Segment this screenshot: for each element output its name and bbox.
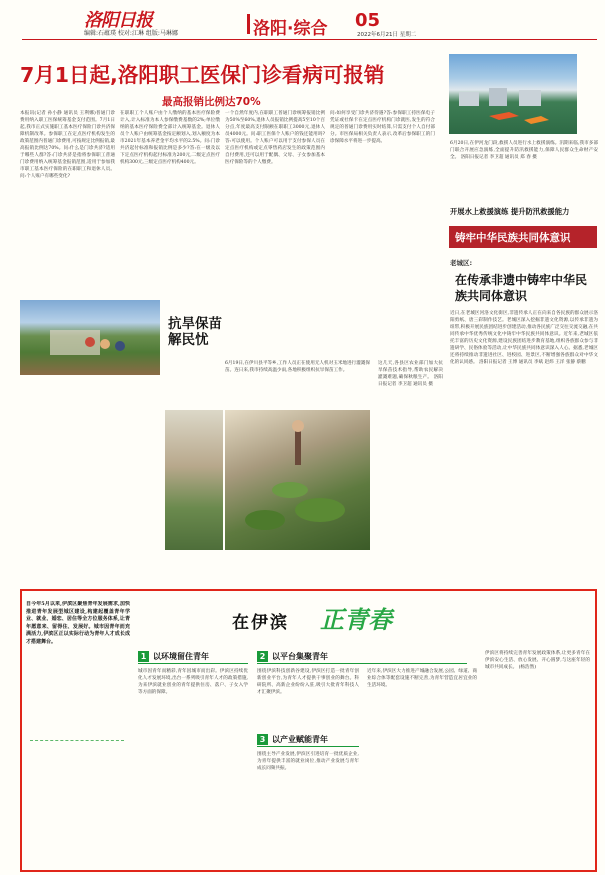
right-label: 老城区: [450,259,473,267]
lead-col-1-cont [20,380,160,550]
subsection-2-rule [257,663,467,664]
subsection-2-title: 以平台集聚青年 [272,651,328,661]
subsection-3-number: 3 [257,734,268,745]
bottom-col-3: 近年来,伊滨区大力推进产城融合发展,公园、绿道、商业综合体等配套设施不断完善,为青年营造宜居宜业的生活环境。 [367,669,477,688]
feature-title: 抗旱保苗 解民忧 [168,316,222,348]
subsection-3-text: 围绕主导产业发展,伊滨区引进培育一批优质企业,为青年提供丰富的就业岗位,推动产业发展与青年成长同频共振。 [257,752,359,771]
subsection-1-number: 1 [138,651,149,662]
subsection-1-head [138,650,209,662]
lead-headline: 7月1日起,洛阳职工医保门诊看病可报销 [20,63,385,87]
bottom-sidebar: 自今年5月以来,伊滨区聚焦青年发展需求,加快推进青年发展型城区建设,构建起覆盖青年学业、就业、婚恋、居住等全方位服务体系,让青年愿意来、留得住、发展好。城市因青年而充满活力,伊滨区正以实际行动为青年人才成长成才搭建舞台。 [26,601,130,645]
bottom-title: 在伊滨 [232,613,289,633]
section-bar [247,14,250,34]
issue-date: 2022年6月21日 星期二 [357,32,417,38]
photo-field-worker [165,410,223,550]
photo-field-crops [225,410,370,550]
lead-col-3: 一个自然年度内,在职职工普通门诊统筹报销比例为50%至60%,退休人员报销比例提高5至10个百分点,年度最高支付限额在职职工3000元,退休人员4000元。问:职工医保个人账户的钱还能用吗?答:可以使用。个人账户可以用于支付参保人员在定点医疗机构或定点零售药店发生的政策范围内自付费用,还可以用于配偶、父母、子女参加基本医疗保险等的个人缴费。 [225,111,325,165]
lead-col-1: 本报讯(记者 孙小静 通讯员 王利娜)普通门诊费用纳入职工医保统筹基金支付范围。7月1日起,我市正式实施职工基本医疗保险门诊共济保障机制改革。参保职工在定点医疗机构发生的政策范围内普通门诊费用,可按规定比例报销,最高报销比例达70%。问:什么是门诊共济?适用于哪些人群?答:门诊共济是指将参保职工普通门诊费用纳入统筹基金报销范围,适用于参加我市职工基本医疗保险的在职职工和退休人员。问:个人账户有哪些变化? [20,111,115,179]
right-body: 近日,在老城区河洛文化街区,非遗传承人正在向来自各民族的群众展示洛阳剪纸、唐三彩制作技艺。老城区深入挖掘非遗文化资源,以传承非遗为纽带,积极开展民族团结进步创建活动,推动各民族广泛交往交流交融,在共同传承中华优秀传统文化中铸牢中华民族共同体意识。近年来,老城区依托丰富的历史文化资源,建设民族团结进步教育基地,组织各族群众参与非遗研学、民俗体验等活动,让中华民族共同体意识深入人心。据悉,老城区还将持续推动非遗进社区、进校园、进景区,不断增强各族群众对中华文化的认同感。 洛阳日报记者 王博 通讯员 李斌 赵炜 王洋 张静 蔡鹏 [450,311,598,365]
header-rule [22,39,597,40]
feature-caption-2: 这几天,各县区农业部门加大抗旱保苗技术指导,帮助农民解决灌溉难题,确保秋粮生产。 洛阳日报记者 李卫超 通讯员 摄 [378,361,443,387]
lead-subhead: 最高报销比例达70% [162,96,261,108]
right-banner-text: 铸牢中华民族共同体意识 [455,232,571,244]
subsection-3-rule [257,746,359,747]
subsection-1-title: 以环境留住青年 [153,651,209,661]
subsection-2-head [257,650,328,662]
subsection-2-text: 围绕伊滨科技创新谷建设,伊滨区打造一批青年创新创业平台,为青年人才提供干事创业的舞台。科研院所、高新企业纷纷入驻,吸引大批青年科技人才汇聚伊滨。 [257,669,359,695]
lead-col-4: 问:如何享受门诊共济待遇?答:参保职工持医保电子凭证或社保卡在定点医疗机构门诊就医,发生的符合规定的普通门诊费用实时结算,只需支付个人自付部分。市医保局相关负责人表示,改革后参保职工的门诊保障水平将进一步提高。 [330,111,435,144]
page-header [0,0,605,40]
subsection-3-head [257,733,328,745]
right-caption: 6月20日,在伊河龙门段,救援人员进行水上救援演练。汛期来临,我市多部门联合开展应急演练,全面提升防汛救援能力,保障人民群众生命财产安全。 洛阳日报记者 李卫超 通讯员 郑 春 摄 [450,141,598,160]
subsection-3-title: 以产业赋能青年 [272,734,328,744]
right-caption-title: 开展水上救援演练 提升防汛救援能力 [450,207,570,216]
lead-col-2: 在职职工个人账户由个人缴纳的基本医疗保险费计入,计入标准为本人参保缴费基数的2%;单位缴纳的基本医疗保险费全部计入统筹基金。退休人员个人账户由统筹基金按定额划入,划入额度为本市2021年基本养老金平均水平的2.5%。问:门诊共济起付标准和报销比例是多少?答:在一级及以下定点医疗机构起付标准为200元,二级定点医疗机构300元,三级定点医疗机构400元。 [120,111,220,165]
editors-line: 编辑:石蕴璞 校对:江琳 组版:马琳娜 [84,30,178,37]
newspaper-logo: 洛阳日报 [84,10,152,31]
bottom-col-4: 伊滨区将持续完善青年发展政策体系,让更多青年在伊滨安心生活、放心发展、开心圆梦,与这座年轻的城市共同成长。 (杨浩然) [485,651,590,670]
subsection-1-rule [138,663,248,664]
photo-rescue-drill [449,54,577,134]
right-headline: 在传承非遗中铸牢中华民族共同体意识 [455,273,588,303]
page-number: 05 [355,10,381,31]
section-title: 洛阳·综合 [253,19,328,39]
feature-caption-1: 6月19日,在伊川县平等乡,工作人员正在使用无人机对玉米地进行灌溉保苗。连日来,我市持续高温少雨,各地积极组织抗旱保苗工作。 [225,361,370,373]
photo-medical [20,300,160,375]
subsection-2-number: 2 [257,651,268,662]
subsection-1-text: 城市因青年而精彩,青年因城市而出彩。伊滨区持续优化人才发展环境,出台一系列吸引青年人才的政策措施,为来伊滨就业创业的青年提供住房、落户、子女入学等方面的保障。 [138,669,248,695]
bottom-sidebar-rule [30,740,124,866]
bottom-title-green: 正青春 [320,605,392,634]
